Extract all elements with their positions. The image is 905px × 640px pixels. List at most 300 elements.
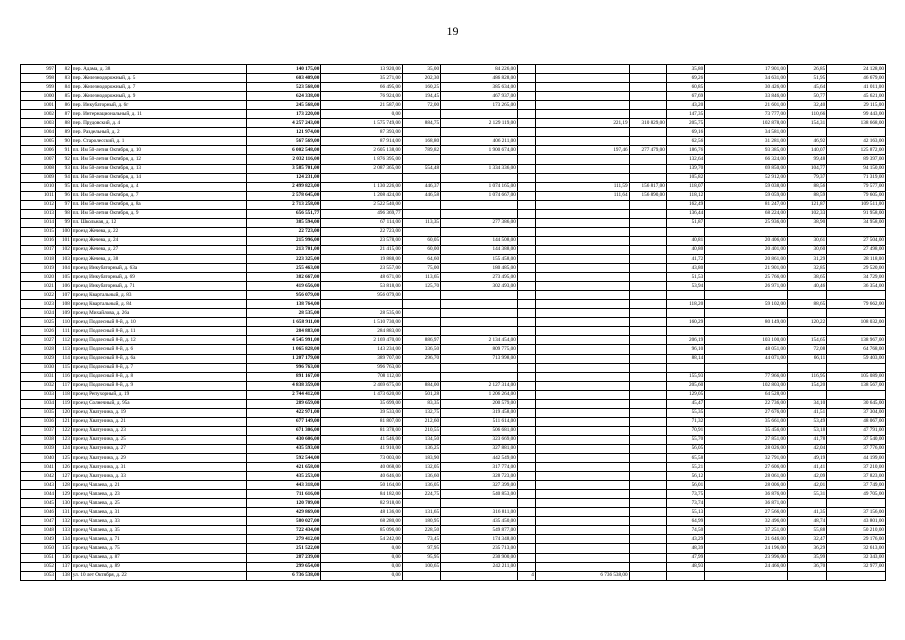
cell-cost-e: 103 100,00 xyxy=(705,336,787,345)
cell-total-cost: 140 175,00 xyxy=(246,65,321,74)
cell-row-number: 1043 xyxy=(21,481,56,490)
cell-volume-a xyxy=(402,309,440,318)
cell-cost-a: 87 393,00 xyxy=(321,128,402,137)
cell-cost-c: 111,64 xyxy=(535,191,629,200)
cell-volume-f: 32,47 xyxy=(787,535,827,544)
cell-cost-f: 28 118,00 xyxy=(827,254,886,263)
cell-address: пер. Прудовский, д. 4 xyxy=(71,119,246,128)
cell-address: проезд Хватунина, д. 21 xyxy=(71,417,246,426)
cell-count-c xyxy=(517,408,535,417)
cell-cost-e: 68 224,00 xyxy=(705,209,787,218)
cell-cost-b xyxy=(441,300,518,309)
cell-cost-b xyxy=(441,209,518,218)
cell-volume-a: 336,50 xyxy=(402,345,440,354)
cell-row-number: 1033 xyxy=(21,390,56,399)
cell-cost-e: 93 385,00 xyxy=(705,146,787,155)
table-row xyxy=(21,209,886,218)
cell-cost-b: 319 458,00 xyxy=(441,408,518,417)
cell-cost-b xyxy=(441,318,518,327)
cell-volume-a: 554,48 xyxy=(402,164,440,173)
cell-cost-f: 89 397,00 xyxy=(827,155,886,164)
cell-cost-e: 25 766,00 xyxy=(705,273,787,282)
cell-row-number: 1028 xyxy=(21,345,56,354)
cell-address: проезд Хватунина, д. 31 xyxy=(71,463,246,472)
cell-volume-d xyxy=(629,526,666,535)
cell-cost-b: 317 774,00 xyxy=(441,463,518,472)
cell-volume-a xyxy=(402,499,440,508)
cell-cost-e: 32 496,00 xyxy=(705,517,787,526)
table-row xyxy=(21,508,886,517)
cell-cost-e: 23 996,00 xyxy=(705,553,787,562)
cell-volume-a: 789,82 xyxy=(402,146,440,155)
cell-address: проезд Репухорный, д. 19 xyxy=(71,390,246,399)
cell-address: проезд Чапаева, д. 35 xyxy=(71,526,246,535)
table-row xyxy=(21,354,886,363)
cell-address: пер. Старолесский, д. 1 xyxy=(71,137,246,146)
cell-address: проезд Подлесный 8-й, д. 7 xyxy=(71,363,246,372)
cell-cost-b: 173 265,00 xyxy=(441,101,518,110)
cell-item-number: 97 xyxy=(56,200,72,209)
cell-address: проезд Подлесный 8-й, д. 11 xyxy=(71,327,246,336)
cell-cost-e: 24 466,00 xyxy=(705,562,787,571)
cell-cost-e: 27 676,00 xyxy=(705,408,787,417)
cell-cost-b: 277 386,00 xyxy=(441,218,518,227)
cell-item-number: 82 xyxy=(56,65,72,74)
cell-count-c xyxy=(517,300,535,309)
cell-volume-e: 105,82 xyxy=(666,173,704,182)
cell-volume-d xyxy=(629,481,666,490)
cell-volume-e xyxy=(666,571,704,580)
cell-cost-e: 20 401,00 xyxy=(705,245,787,254)
cell-volume-d xyxy=(629,227,666,236)
cell-volume-f: 53,18 xyxy=(787,426,827,435)
cell-volume-f: 154,65 xyxy=(787,336,827,345)
cell-item-number: 130 xyxy=(56,499,72,508)
cell-row-number: 1017 xyxy=(21,245,56,254)
cell-cost-e: 35 661,00 xyxy=(705,417,787,426)
cell-count-c xyxy=(517,209,535,218)
cell-address: проезд Михайлова, д. 26а xyxy=(71,309,246,318)
cell-address: проезд Подлесный 8-й, д. 12 xyxy=(71,336,246,345)
cell-volume-d xyxy=(629,472,666,481)
cell-address: проезд Подлесный 8-й, д. 6а xyxy=(71,354,246,363)
cell-cost-e: 28 026,00 xyxy=(705,444,787,453)
cell-cost-e: 21 901,00 xyxy=(705,264,787,273)
table-row xyxy=(21,236,886,245)
cell-total-cost: 28 535,00 xyxy=(246,309,321,318)
cell-cost-f: 50 210,00 xyxy=(827,526,886,535)
cell-volume-d xyxy=(629,336,666,345)
cell-cost-a: 2 605 138,00 xyxy=(321,146,402,155)
cell-cost-b: 155 458,00 xyxy=(441,254,518,263)
cell-volume-a: 132,05 xyxy=(402,463,440,472)
cell-volume-e: 48,93 xyxy=(666,562,704,571)
cell-volume-d xyxy=(629,444,666,453)
cell-cost-c xyxy=(535,155,629,164)
cell-row-number: 1032 xyxy=(21,381,56,390)
table-row xyxy=(21,408,886,417)
cell-cost-f: 34 729,00 xyxy=(827,273,886,282)
cell-row-number: 1049 xyxy=(21,535,56,544)
cell-cost-b xyxy=(441,327,518,336)
cell-address: пер. Адама, д. 38 xyxy=(71,65,246,74)
cell-volume-d xyxy=(629,571,666,580)
cell-cost-b: 486 828,00 xyxy=(441,74,518,83)
cell-count-c xyxy=(517,173,535,182)
cell-volume-f: 102,33 xyxy=(787,209,827,218)
cell-cost-b xyxy=(441,110,518,119)
cell-cost-a: 1 876 395,00 xyxy=(321,155,402,164)
cell-row-number: 1008 xyxy=(21,164,56,173)
table-row xyxy=(21,227,886,236)
cell-cost-a: 41 546,00 xyxy=(321,435,402,444)
cell-row-number: 998 xyxy=(21,74,56,83)
cell-address: проезд Хватунина, д. 27 xyxy=(71,444,246,453)
cell-cost-a: 21 587,00 xyxy=(321,101,402,110)
cell-address: пл. Им 50-летия Октября, д. 10 xyxy=(71,146,246,155)
cell-volume-a xyxy=(402,200,440,209)
cell-volume-f: 42,09 xyxy=(787,472,827,481)
cell-cost-c xyxy=(535,390,629,399)
cell-cost-e xyxy=(705,327,787,336)
cell-volume-e: 55,21 xyxy=(666,463,704,472)
table-row xyxy=(21,264,886,273)
cell-cost-e: 69 850,00 xyxy=(705,164,787,173)
cell-cost-a: 496 369,77 xyxy=(321,209,402,218)
cell-cost-e: 28 061,00 xyxy=(705,472,787,481)
cell-cost-e: 102 803,00 xyxy=(705,381,787,390)
cell-volume-f: 36,70 xyxy=(787,562,827,571)
cell-address: проезд Инкубаторный, д. 71 xyxy=(71,282,246,291)
cell-cost-a xyxy=(321,173,402,182)
cell-volume-e: 55,13 xyxy=(666,508,704,517)
table-row xyxy=(21,463,886,472)
cell-address: проезд Чапаева, д. 21 xyxy=(71,481,246,490)
cell-row-number: 1048 xyxy=(21,526,56,535)
cell-address: пл. Школьная, д. 12 xyxy=(71,218,246,227)
cell-count-c xyxy=(517,499,535,508)
cell-volume-f: 121,87 xyxy=(787,200,827,209)
cell-count-c xyxy=(517,508,535,517)
cell-cost-a: 53 818,00 xyxy=(321,282,402,291)
cell-volume-a: 884,75 xyxy=(402,119,440,128)
cell-row-number: 1018 xyxy=(21,254,56,263)
cell-volume-d xyxy=(629,372,666,381)
cell-cost-e: 27 851,00 xyxy=(705,435,787,444)
cell-item-number: 121 xyxy=(56,417,72,426)
cell-row-number: 1029 xyxy=(21,354,56,363)
cell-cost-a: 0,00 xyxy=(321,544,402,553)
cell-address: пл. Им 50-летия Октября, д. 9 xyxy=(71,209,246,218)
cell-total-cost: 2 744 412,00 xyxy=(246,390,321,399)
cell-cost-c xyxy=(535,318,629,327)
cell-volume-e: 69,16 xyxy=(666,128,704,137)
cell-volume-d xyxy=(629,426,666,435)
cell-volume-f: 45,64 xyxy=(787,83,827,92)
cell-cost-b: 467 937,00 xyxy=(441,92,518,101)
cell-volume-f: 41,41 xyxy=(787,463,827,472)
cell-total-cost: 891 167,00 xyxy=(246,372,321,381)
cell-cost-a: 50 164,00 xyxy=(321,481,402,490)
cell-count-c xyxy=(517,155,535,164)
cell-volume-d xyxy=(629,490,666,499)
cell-total-cost: 1 658 911,00 xyxy=(246,318,321,327)
cell-count-c xyxy=(517,535,535,544)
cell-volume-d xyxy=(629,282,666,291)
cell-item-number: 122 xyxy=(56,426,72,435)
cell-cost-e: 27 566,00 xyxy=(705,508,787,517)
cell-cost-f: 94 150,00 xyxy=(827,164,886,173)
cell-cost-e: 31 281,00 xyxy=(705,137,787,146)
table-row xyxy=(21,164,886,173)
cell-total-cost: 603 409,00 xyxy=(246,74,321,83)
table-row xyxy=(21,92,886,101)
cell-volume-f: 79,37 xyxy=(787,173,827,182)
cell-volume-e: 186,76 xyxy=(666,146,704,155)
table-row xyxy=(21,381,886,390)
cell-count-c xyxy=(517,245,535,254)
cell-count-c xyxy=(517,182,535,191)
cell-cost-e xyxy=(705,363,787,372)
cell-cost-f: 108 032,00 xyxy=(827,318,886,327)
cell-cost-b: 180 485,00 xyxy=(441,264,518,273)
cell-total-cost: 429 869,00 xyxy=(246,508,321,517)
cell-cost-e: 33 846,00 xyxy=(705,92,787,101)
cell-total-cost: 4 545 991,00 xyxy=(246,336,321,345)
cell-cost-b: 511 614,00 xyxy=(441,417,518,426)
cell-volume-e: 118,07 xyxy=(666,182,704,191)
cell-row-number: 1034 xyxy=(21,399,56,408)
cell-volume-a: 446,37 xyxy=(402,182,440,191)
cell-cost-a: 1 208 424,00 xyxy=(321,191,402,200)
cell-address: проезд Хватунина, д. 23 xyxy=(71,426,246,435)
cell-cost-b: 327 881,00 xyxy=(441,444,518,453)
cell-volume-e: 71,32 xyxy=(666,417,704,426)
cell-volume-e: 69,26 xyxy=(666,74,704,83)
table-row xyxy=(21,490,886,499)
cell-cost-f: 48 067,00 xyxy=(827,417,886,426)
table-row xyxy=(21,562,886,571)
cell-cost-f: 37 823,00 xyxy=(827,472,886,481)
cell-volume-a: 113,65 xyxy=(402,273,440,282)
table-row xyxy=(21,300,886,309)
cell-row-number: 1006 xyxy=(21,146,56,155)
table-row xyxy=(21,254,886,263)
cell-volume-e: 55,35 xyxy=(666,408,704,417)
cell-cost-c xyxy=(535,490,629,499)
cell-count-c xyxy=(517,562,535,571)
cell-total-cost: 138 764,00 xyxy=(246,300,321,309)
cell-volume-f: 34,10 xyxy=(787,399,827,408)
cell-row-number: 1005 xyxy=(21,137,56,146)
cell-total-cost: 4 257 243,00 xyxy=(246,119,321,128)
cell-cost-e: 30 426,00 xyxy=(705,83,787,92)
cell-cost-e: 17 901,00 xyxy=(705,65,787,74)
cell-cost-a: 143 234,00 xyxy=(321,345,402,354)
cell-total-cost: 121 974,00 xyxy=(246,128,321,137)
cell-volume-a: 224,75 xyxy=(402,490,440,499)
cell-volume-f: 35,99 xyxy=(787,553,827,562)
cell-address: проезд Чапаева, д. 75 xyxy=(71,544,246,553)
cell-item-number: 85 xyxy=(56,92,72,101)
cell-item-number: 106 xyxy=(56,282,72,291)
cell-address: проезд Чапаева, д. 31 xyxy=(71,508,246,517)
cell-row-number: 1050 xyxy=(21,544,56,553)
cell-total-cost: 385 594,00 xyxy=(246,218,321,227)
cell-cost-f: 32 343,00 xyxy=(827,553,886,562)
table-row xyxy=(21,309,886,318)
cell-count-c xyxy=(517,74,535,83)
cell-cost-e: 32 791,00 xyxy=(705,454,787,463)
cell-cost-c xyxy=(535,535,629,544)
cell-address: проезд Жечева, д. 22 xyxy=(71,227,246,236)
cell-cost-b xyxy=(441,309,518,318)
cell-cost-f: 30 645,00 xyxy=(827,399,886,408)
cell-volume-d xyxy=(629,209,666,218)
cell-volume-e: 55,70 xyxy=(666,435,704,444)
cell-cost-f: 27 498,00 xyxy=(827,245,886,254)
cell-total-cost: 4 838 359,00 xyxy=(246,381,321,390)
cell-address: пер. Раздельный, д. 2 xyxy=(71,128,246,137)
cell-volume-f xyxy=(787,390,827,399)
cell-volume-d: 156 817,00 xyxy=(629,182,666,191)
table-row xyxy=(21,200,886,209)
table-row xyxy=(21,119,886,128)
cell-total-cost: 124 231,00 xyxy=(246,173,321,182)
cell-volume-a: 202,30 xyxy=(402,74,440,83)
cell-cost-c xyxy=(535,264,629,273)
cell-cost-b: 1 074 165,00 xyxy=(441,182,518,191)
cell-address: пл. Им 50-летия Октября, д. 8а xyxy=(71,200,246,209)
cell-total-cost: 592 544,00 xyxy=(246,454,321,463)
cell-volume-e: 129,05 xyxy=(666,390,704,399)
cell-volume-a: 886,97 xyxy=(402,336,440,345)
cell-item-number: 94 xyxy=(56,173,72,182)
cell-count-c xyxy=(517,544,535,553)
cell-volume-f: 88,65 xyxy=(787,300,827,309)
cell-cost-e: 44 071,00 xyxy=(705,354,787,363)
cell-volume-a: 194,45 xyxy=(402,92,440,101)
cell-cost-f xyxy=(827,327,886,336)
cell-volume-a: 296,70 xyxy=(402,354,440,363)
cell-volume-e: 51,53 xyxy=(666,273,704,282)
cell-cost-f: 32 613,00 xyxy=(827,544,886,553)
cell-address: проезд Подлесный 8-й, д. 9 xyxy=(71,381,246,390)
cell-volume-a: 72,00 xyxy=(402,101,440,110)
cell-cost-f: 37 156,00 xyxy=(827,508,886,517)
cell-cost-a: 41 910,00 xyxy=(321,444,402,453)
cell-address: пер. Инкубаторный, д. 6г xyxy=(71,101,246,110)
cell-cost-b: 442 549,00 xyxy=(441,454,518,463)
cell-volume-f xyxy=(787,571,827,580)
cell-row-number: 1047 xyxy=(21,517,56,526)
cell-item-number: 90 xyxy=(56,137,72,146)
cell-volume-a: 83,35 xyxy=(402,399,440,408)
cell-cost-b: 1 074 667,00 xyxy=(441,191,518,200)
table-row xyxy=(21,282,886,291)
cell-volume-d xyxy=(629,309,666,318)
cell-volume-e xyxy=(666,363,704,372)
cell-cost-c: 221,19 xyxy=(535,119,629,128)
cell-cost-f: 27 504,00 xyxy=(827,236,886,245)
cell-cost-e: 24 196,00 xyxy=(705,544,787,553)
cell-cost-a: 87 914,00 xyxy=(321,137,402,146)
cell-volume-f: 88,59 xyxy=(787,191,827,200)
cell-cost-a: 35 271,00 xyxy=(321,74,402,83)
cell-item-number: 110 xyxy=(56,318,72,327)
cell-total-cost: 419 656,00 xyxy=(246,282,321,291)
cell-count-c xyxy=(517,472,535,481)
cell-volume-d xyxy=(629,399,666,408)
cell-row-number: 997 xyxy=(21,65,56,74)
cell-address: проезд Подлесный 8-й, д. 10 xyxy=(71,318,246,327)
table-row xyxy=(21,517,886,526)
cell-count-c xyxy=(517,463,535,472)
cell-cost-f: 44 199,00 xyxy=(827,454,886,463)
cell-volume-d xyxy=(629,463,666,472)
cell-volume-d xyxy=(629,363,666,372)
cell-volume-e xyxy=(666,227,704,236)
cell-volume-d xyxy=(629,544,666,553)
cell-item-number: 89 xyxy=(56,128,72,137)
cell-volume-d xyxy=(629,354,666,363)
cell-volume-d xyxy=(629,499,666,508)
cell-total-cost: 677 149,00 xyxy=(246,417,321,426)
cell-item-number: 112 xyxy=(56,336,72,345)
cell-item-number: 115 xyxy=(56,363,72,372)
cell-cost-f: 37 749,00 xyxy=(827,481,886,490)
cell-cost-f: 37 304,00 xyxy=(827,408,886,417)
cell-volume-d xyxy=(629,65,666,74)
cell-cost-c xyxy=(535,128,629,137)
cell-item-number: 117 xyxy=(56,381,72,390)
cell-volume-e: 88,14 xyxy=(666,354,704,363)
cell-cost-c xyxy=(535,435,629,444)
cell-item-number: 124 xyxy=(56,444,72,453)
cell-count-c xyxy=(517,92,535,101)
cell-total-cost: 22 723,00 xyxy=(246,227,321,236)
cell-volume-d xyxy=(629,508,666,517)
cell-item-number: 129 xyxy=(56,490,72,499)
table-row xyxy=(21,83,886,92)
cell-volume-f xyxy=(787,363,827,372)
cell-cost-c xyxy=(535,354,629,363)
cell-cost-f xyxy=(827,291,886,300)
cell-total-cost: 2 032 116,00 xyxy=(246,155,321,164)
cell-row-number: 1041 xyxy=(21,463,56,472)
cell-row-number: 1001 xyxy=(21,101,56,110)
cell-item-number: 91 xyxy=(56,146,72,155)
cell-cost-c: 197,46 xyxy=(535,146,629,155)
cell-volume-a xyxy=(402,128,440,137)
cell-volume-e: 62,56 xyxy=(666,137,704,146)
cell-volume-e: 147,35 xyxy=(666,110,704,119)
cell-cost-f: 79 577,00 xyxy=(827,182,886,191)
cell-volume-a: 210,55 xyxy=(402,426,440,435)
cell-volume-e: 132,64 xyxy=(666,155,704,164)
cell-total-cost: 996 763,00 xyxy=(246,363,321,372)
cell-volume-d xyxy=(629,164,666,173)
cell-item-number: 138 xyxy=(56,571,72,580)
table-row xyxy=(21,74,886,83)
cell-cost-b xyxy=(441,200,518,209)
cell-address: проезд Солнечный, д. 95а xyxy=(71,399,246,408)
cell-row-number: 1036 xyxy=(21,417,56,426)
cell-cost-c xyxy=(535,200,629,209)
cell-volume-d xyxy=(629,137,666,146)
cell-row-number: 1026 xyxy=(21,327,56,336)
cell-cost-b: 385 634,00 xyxy=(441,83,518,92)
